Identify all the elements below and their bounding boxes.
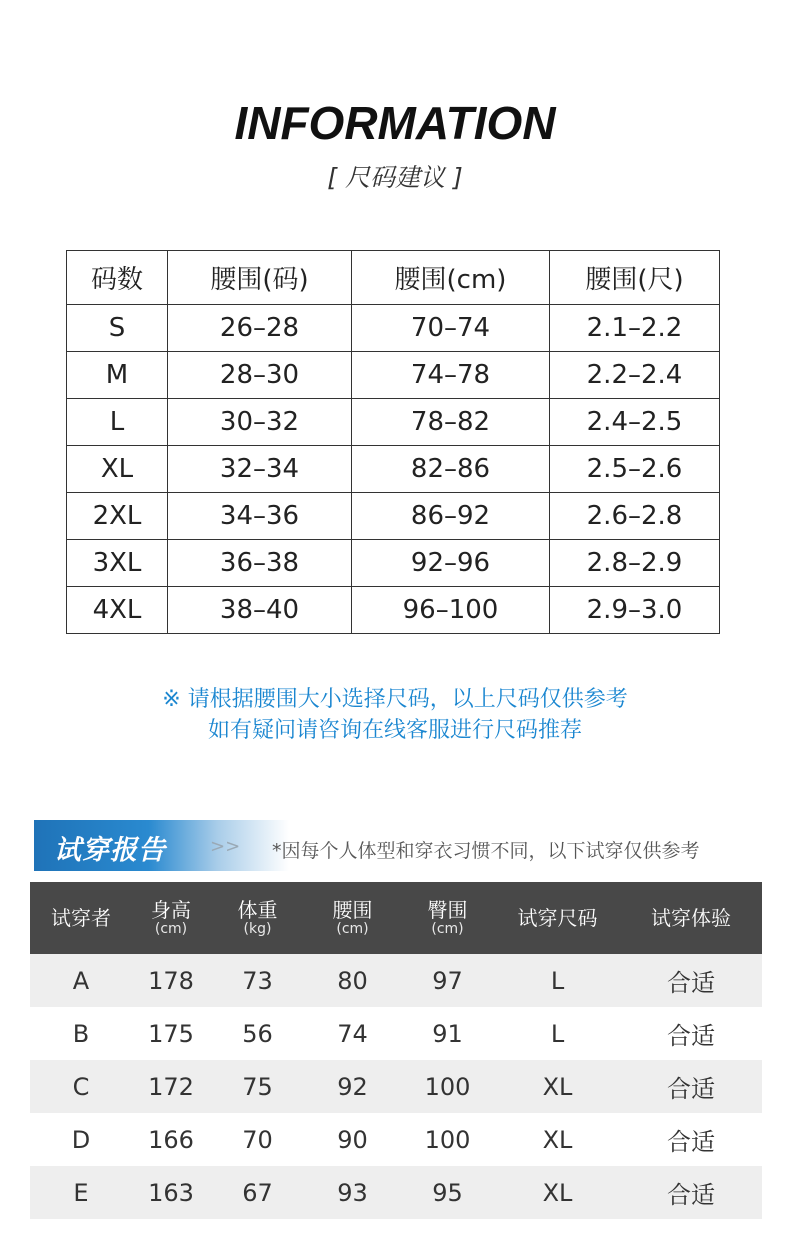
tryon-header-unit: (cm) (154, 921, 188, 937)
tryon-cell: XL (542, 1072, 573, 1101)
tryon-cell: 93 (337, 1178, 368, 1207)
tryon-cell: 91 (432, 1019, 463, 1048)
tryon-cell: 56 (242, 1019, 273, 1048)
tryon-cell: XL (542, 1178, 573, 1207)
size-cell: 2XL (67, 493, 168, 540)
size-cell: XL (67, 446, 168, 493)
size-cell: 26–28 (168, 305, 352, 352)
double-chevron-icon: >> (210, 836, 241, 857)
tryon-disclaimer: *因每个人体型和穿衣习惯不同，以下试穿仅供参考 (272, 840, 700, 862)
tryon-cell: 175 (148, 1019, 194, 1048)
size-cell: 74–78 (352, 352, 550, 399)
tryon-header-cell (132, 882, 210, 954)
tryon-cell: L (550, 1019, 565, 1048)
tryon-cell: 172 (148, 1072, 194, 1101)
size-header-cell: 腰围(cm) (352, 251, 550, 305)
size-table-row (67, 446, 720, 493)
size-cell: 28–30 (168, 352, 352, 399)
page-title: INFORMATION (234, 97, 556, 149)
size-cell: 82–86 (352, 446, 550, 493)
size-cell: 30–32 (168, 399, 352, 446)
tryon-header-cell (495, 882, 620, 954)
size-cell: 2.4–2.5 (550, 399, 720, 446)
tryon-cell: 合适 (667, 1022, 715, 1050)
page-subtitle: [ 尺码建议 ] (327, 163, 463, 192)
size-cell: S (67, 305, 168, 352)
tryon-header-unit: (cm) (336, 921, 369, 937)
tryon-header-label: 体重 (237, 898, 278, 922)
size-table-row (67, 493, 720, 540)
tryon-header-label: 试穿尺码 (517, 906, 598, 930)
tryon-cell: 90 (337, 1125, 368, 1154)
tryon-cell: 73 (242, 966, 273, 995)
tryon-cell: L (550, 966, 565, 995)
tryon-table-header-row (30, 882, 762, 954)
size-header-cell: 腰围(码) (168, 251, 352, 305)
tryon-header-cell (305, 882, 400, 954)
size-cell: 70–74 (352, 305, 550, 352)
tryon-table-row (30, 954, 762, 1007)
tryon-title: 试穿报告 (54, 835, 166, 866)
tryon-cell: 合适 (667, 1075, 715, 1103)
size-cell: 3XL (67, 540, 168, 587)
tryon-header-label: 试穿体验 (651, 906, 731, 930)
size-cell: 4XL (67, 587, 168, 634)
tryon-header-cell (620, 882, 762, 954)
tryon-cell: C (72, 1072, 90, 1101)
size-cell: 2.6–2.8 (550, 493, 720, 540)
tryon-cell: 75 (242, 1072, 273, 1101)
size-table-row (67, 352, 720, 399)
size-cell: L (67, 399, 168, 446)
tryon-cell: 67 (242, 1178, 273, 1207)
size-table-row (67, 540, 720, 587)
size-header-cell: 码数 (67, 251, 168, 305)
tryon-cell: 合适 (667, 1128, 715, 1156)
tryon-cell: 合适 (667, 1181, 715, 1209)
tryon-cell: 合适 (667, 969, 715, 997)
size-header-cell: 腰围(尺) (550, 251, 720, 305)
tryon-cell: XL (542, 1125, 573, 1154)
tryon-header-unit: (cm) (431, 921, 464, 937)
size-advice-note: ※ 请根据腰围大小选择尺码，以上尺码仅供参考 (162, 687, 628, 712)
tryon-cell: 166 (148, 1125, 194, 1154)
customer-service-note: 如有疑问请咨询在线客服进行尺码推荐 (207, 718, 582, 743)
size-cell: 2.2–2.4 (550, 352, 720, 399)
tryon-cell: 97 (432, 966, 463, 995)
tryon-header-label: 臀围 (427, 898, 468, 922)
size-cell: 38–40 (168, 587, 352, 634)
tryon-cell: 100 (424, 1125, 471, 1154)
size-table-row (67, 587, 720, 634)
size-cell: 78–82 (352, 399, 550, 446)
tryon-header-unit: (kg) (243, 921, 272, 937)
tryon-cell: E (73, 1178, 89, 1207)
tryon-table (30, 882, 762, 1219)
tryon-header-label: 试穿者 (51, 906, 111, 930)
tryon-header-cell (210, 882, 305, 954)
tryon-cell: B (72, 1019, 90, 1048)
size-cell: 92–96 (352, 540, 550, 587)
size-cell: 2.1–2.2 (550, 305, 720, 352)
tryon-header-label: 身高 (151, 898, 191, 922)
tryon-cell: 74 (337, 1019, 368, 1048)
tryon-cell: 178 (148, 966, 194, 995)
size-cell: 32–34 (168, 446, 352, 493)
size-cell: 96–100 (352, 587, 550, 634)
tryon-header-cell (30, 882, 132, 954)
tryon-table-row (30, 1060, 762, 1113)
size-cell: 36–38 (168, 540, 352, 587)
size-cell: 2.8–2.9 (550, 540, 720, 587)
tryon-cell: 80 (337, 966, 368, 995)
tryon-table-row (30, 1113, 762, 1166)
tryon-cell: 100 (424, 1072, 471, 1101)
tryon-table-row (30, 1007, 762, 1060)
tryon-cell: 163 (148, 1178, 194, 1207)
tryon-cell: D (71, 1125, 91, 1154)
tryon-header-label: 腰围 (332, 898, 373, 922)
size-chart-table (66, 250, 720, 634)
size-table-row (67, 305, 720, 352)
tryon-header-cell (400, 882, 495, 954)
tryon-cell: 95 (432, 1178, 463, 1207)
tryon-cell: A (72, 966, 90, 995)
size-table-row (67, 399, 720, 446)
size-cell: 34–36 (168, 493, 352, 540)
size-cell: 2.5–2.6 (550, 446, 720, 493)
size-cell: M (67, 352, 168, 399)
tryon-cell: 70 (242, 1125, 273, 1154)
tryon-table-row (30, 1166, 762, 1219)
size-cell: 2.9–3.0 (550, 587, 720, 634)
tryon-cell: 92 (337, 1072, 368, 1101)
size-table-header-row (67, 251, 720, 305)
size-cell: 86–92 (352, 493, 550, 540)
